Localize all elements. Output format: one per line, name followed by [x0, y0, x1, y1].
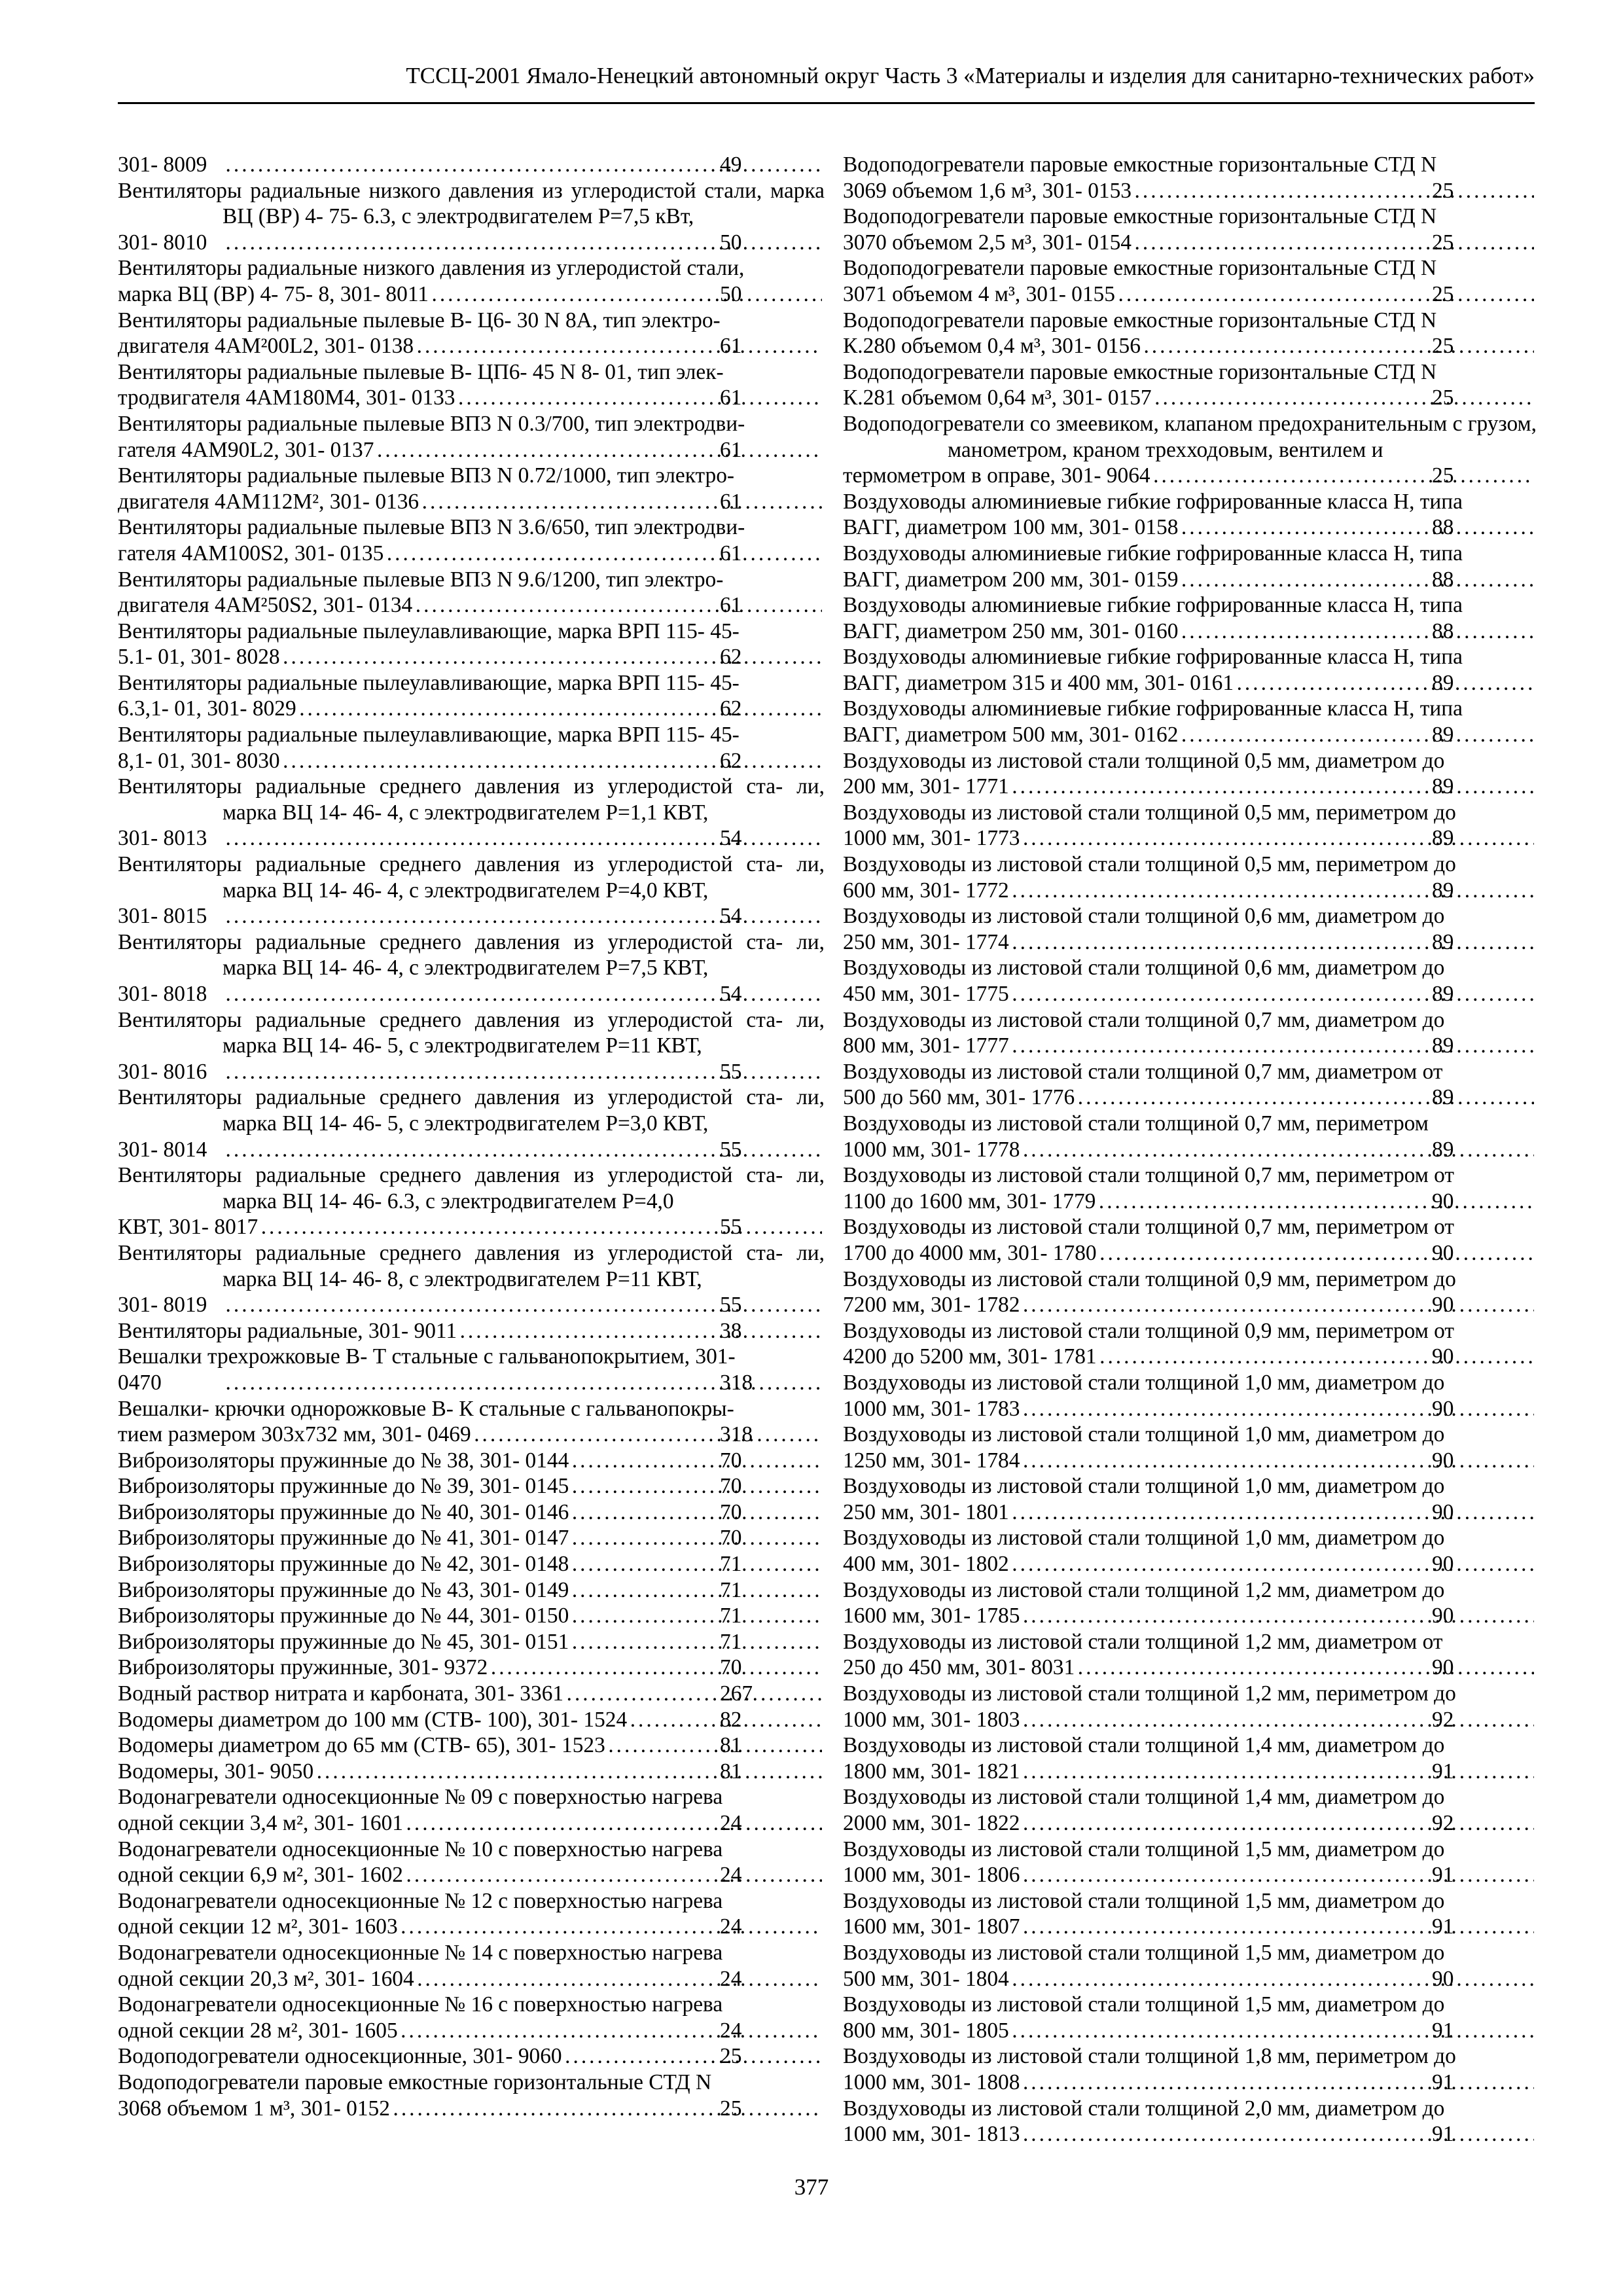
entry-code: 1000 мм, 301- 1783	[843, 1396, 1020, 1421]
entry-code: 1000 мм, 301- 1808	[843, 2070, 1020, 2094]
entry-text: Водоподогреватели со змеевиком, клапаном предохранительным с грузом, манометром, краном трехходовым, вентилем и	[843, 411, 1537, 462]
dot-leader	[299, 696, 822, 722]
index-entry: Воздуховоды из листовой стали толщиной 1,5 мм, диаметром до 800 мм, 301- 1805 ..... 91	[843, 1992, 1537, 2043]
entry-text: Вентиляторы радиальные пылевые В- ЦП6- 45 N 8- 01, тип элек-	[118, 359, 724, 384]
dot-leader	[571, 1577, 822, 1604]
index-entry: Воздуховоды из листовой стали толщиной 0,6 мм, диаметром до 450 мм, 301- 1775 ..... 89	[843, 955, 1537, 1007]
dot-leader	[1154, 385, 1534, 411]
dot-leader	[457, 385, 822, 411]
index-entry: Воздуховоды из листовой стали толщиной 1,8 мм, периметром до 1000 мм, 301- 1808 ..... 91	[843, 2043, 1537, 2095]
index-entry: Воздуховоды из листовой стали толщиной 0,5 мм, периметром до 1000 мм, 301- 1773 ..... 89	[843, 800, 1537, 852]
dot-leader	[571, 1448, 822, 1474]
index-entry: Вентиляторы радиальные среднего давления из углеродистой ста- ли, марка ВЦ 14- 46- 4, с электродвигателем Р=7,5 КВТ, 301- 8018 ..... 54	[118, 929, 825, 1007]
dot-leader	[421, 489, 822, 515]
dot-leader	[1022, 1759, 1534, 1785]
running-header: ТССЦ-2001 Ямало-Ненецкий автономный округ Часть 3 «Материалы и изделия для санитарно-технических работ»	[406, 63, 1535, 88]
entry-code: 200 мм, 301- 1771	[843, 774, 1009, 799]
entry-text: Водонагреватели односекционные № 10 с поверхностью нагрева	[118, 1837, 723, 1861]
dot-leader	[608, 1732, 822, 1759]
dot-leader	[1118, 281, 1534, 308]
entry-code: 3071 объемом 4 м³, 301- 0155	[843, 281, 1115, 306]
entry-code: 3068 объемом 1 м³, 301- 0152	[118, 2096, 390, 2121]
dot-leader	[490, 1655, 822, 1681]
index-entry: Воздуховоды из листовой стали толщиной 1,0 мм, диаметром до 400 мм, 301- 1802 ..... 90	[843, 1525, 1537, 1577]
entry-code: Виброизоляторы пружинные до № 43, 301- 0149	[118, 1577, 569, 1602]
entry-code: Виброизоляторы пружинные до № 39, 301- 0145	[118, 1474, 569, 1499]
index-entry: Виброизоляторы пружинные до № 44, 301- 0150 ..... 71	[118, 1603, 825, 1629]
dot-leader	[1181, 722, 1534, 748]
entry-code: Виброизоляторы пружинные, 301- 9372	[118, 1655, 488, 1680]
index-entry: Водонагреватели односекционные № 09 с поверхностью нагрева одной секции 3,4 м², 301- 1601 ..... 24	[118, 1784, 825, 1836]
dot-leader	[1012, 929, 1534, 956]
index-entry: Виброизоляторы пружинные до № 39, 301- 0145 ..... 70	[118, 1473, 825, 1499]
entry-text: Воздуховоды из листовой стали толщиной 1,0 мм, диаметром до	[843, 1474, 1445, 1499]
entry-code: тродвигателя 4АМ180М4, 301- 0133	[118, 386, 455, 410]
entry-text: Вентиляторы радиальные низкого давления из углеродистой стали, марка ВЦ (ВР) 4- 75- 6.3, с электродвигателем Р=7,5 кВт,	[118, 178, 825, 229]
index-entry: Воздуховоды из листовой стали толщиной 0,7 мм, периметром от 1100 до 1600 мм, 301- 1779 ..... 90	[843, 1162, 1537, 1214]
entry-code: 400 мм, 301- 1802	[843, 1552, 1009, 1577]
entry-code: Виброизоляторы пружинные до № 44, 301- 0150	[118, 1604, 569, 1628]
dot-leader	[1022, 1137, 1534, 1163]
entry-code: К.281 объемом 0,64 м³, 301- 0157	[843, 386, 1152, 410]
entry-code: 1000 мм, 301- 1803	[843, 1707, 1020, 1732]
dot-leader	[459, 1318, 822, 1344]
entry-code: 5.1- 01, 301- 8028	[118, 645, 280, 670]
entry-text: Вентиляторы радиальные пылеулавливающие, марка ВРП 115- 45-	[118, 619, 740, 643]
index-entry: Водоподогреватели паровые емкостные горизонтальные СТД N К.281 объемом 0,64 м³, 301- 0157 ..... 25	[843, 359, 1537, 411]
entry-code: ВАГГ, диаметром 200 мм, 301- 0159	[843, 567, 1179, 592]
index-entry: Водонагреватели односекционные № 14 с поверхностью нагрева одной секции 20,3 м², 301- 1604 ..... 24	[118, 1940, 825, 1992]
entry-text: Воздуховоды из листовой стали толщиной 0,7 мм, диаметром от	[843, 1059, 1443, 1084]
dot-leader	[1098, 1189, 1534, 1215]
entry-text: Воздуховоды из листовой стали толщиной 1,8 мм, периметром до	[843, 2044, 1456, 2069]
entry-text: Водонагреватели односекционные № 16 с поверхностью нагрева	[118, 1992, 723, 2017]
entry-code: одной секции 20,3 м², 301- 1604	[118, 1966, 414, 1991]
dot-leader	[1012, 981, 1534, 1007]
index-entry: Водоподогреватели паровые емкостные горизонтальные СТД N 3069 объемом 1,6 м³, 301- 0153 ..... 25	[843, 152, 1537, 204]
entry-text: Воздуховоды из листовой стали толщиной 0,6 мм, диаметром до	[843, 956, 1445, 980]
entry-code: 250 мм, 301- 1774	[843, 929, 1009, 954]
index-entry: Вентиляторы радиальные среднего давления из углеродистой ста- ли, марка ВЦ 14- 46- 5, с электродвигателем Р=11 КВТ, 301- 8016 ..... 55	[118, 1007, 825, 1085]
dot-leader	[431, 281, 822, 308]
index-entry: Водоподогреватели паровые емкостные горизонтальные СТД N К.280 объемом 0,4 м³, 301- 0156 ..... 25	[843, 308, 1537, 359]
index-entry: Водоподогреватели паровые емкостные горизонтальные СТД N 3071 объемом 4 м³, 301- 0155 ..... 25	[843, 255, 1537, 307]
dot-leader	[571, 1499, 822, 1526]
entry-code: 7200 мм, 301- 1782	[843, 1293, 1020, 1318]
index-column-right	[843, 152, 1537, 2147]
entry-code: 1000 мм, 301- 1806	[843, 1863, 1020, 1888]
index-entry: Виброизоляторы пружинные, 301- 9372 ..... 70	[118, 1655, 825, 1681]
index-entry: Вентиляторы радиальные среднего давления из углеродистой ста- ли, марка ВЦ 14- 46- 4, с электродвигателем Р=4,0 КВТ, 301- 8015 ..... 54	[118, 852, 825, 929]
index-entry: Виброизоляторы пружинные до № 41, 301- 0147 ..... 70	[118, 1525, 825, 1551]
dot-leader	[571, 1525, 822, 1551]
index-entry: Вентиляторы радиальные пылевые В- ЦП6- 45 N 8- 01, тип элек- тродвигателя 4АМ180М4, 301- 0133 ..... 61	[118, 359, 825, 411]
dot-leader	[1143, 333, 1534, 359]
entry-text: Воздуховоды из листовой стали толщиной 1,5 мм, диаметром до	[843, 1837, 1445, 1861]
index-entry: Вешалки- крючки однорожковые В- К стальные с гальванопокры- тием размером 303х732 мм, 301- 0469 ..... 318	[118, 1396, 825, 1448]
dot-leader	[415, 592, 822, 619]
index-entry: Водный раствор нитрата и карбоната, 301- 3361 ..... 267	[118, 1681, 825, 1707]
entry-text: Вентиляторы радиальные среднего давления из углеродистой ста- ли, марка ВЦ 14- 46- 4, с электродвигателем Р=7,5 КВТ,	[118, 929, 825, 980]
index-entry: Воздуховоды из листовой стали толщиной 1,2 мм, диаметром от 250 до 450 мм, 301- 8031 ..... 90	[843, 1629, 1537, 1681]
entry-code: Виброизоляторы пружинные до № 38, 301- 0144	[118, 1448, 569, 1473]
entry-code: 1000 мм, 301- 1773	[843, 826, 1020, 851]
entry-text: Вентиляторы радиальные среднего давления из углеродистой ста- ли, марка ВЦ 14- 46- 6.3, с электродвигателем Р=4,0	[118, 1163, 825, 1213]
index-entry: Вентиляторы радиальные среднего давления из углеродистой ста- ли, марка ВЦ 14- 46- 4, с электродвигателем Р=1,1 КВТ, 301- 8013 ..... 54	[118, 774, 825, 852]
index-entry: Вентиляторы радиальные низкого давления из углеродистой стали, марка ВЦ (ВР) 4- 75- 8, 301- 8011 ..... 50	[118, 255, 825, 307]
entry-code: 3070 объемом 2,5 м³, 301- 0154	[843, 230, 1132, 255]
entry-code: гателя 4АМ90L2, 301- 0137	[118, 437, 374, 462]
entry-code: 800 мм, 301- 1805	[843, 2018, 1009, 2043]
dot-leader	[417, 1966, 822, 1992]
entry-code: 3069 объемом 1,6 м³, 301- 0153	[843, 178, 1132, 203]
entry-text: Вентиляторы радиальные пылеулавливающие, марка ВРП 115- 45-	[118, 723, 740, 747]
index-entry: Воздуховоды из листовой стали толщиной 1,5 мм, диаметром до 1600 мм, 301- 1807 ..... 91	[843, 1888, 1537, 1940]
entry-text: Вентиляторы радиальные пылевые ВП3 N 9.6/1200, тип электро-	[118, 567, 724, 592]
entry-code: 1100 до 1600 мм, 301- 1779	[843, 1189, 1096, 1213]
index-entry: Воздуховоды из листовой стали толщиной 0,9 мм, периметром до 7200 мм, 301- 1782 ..... 90	[843, 1266, 1537, 1318]
entry-code: Виброизоляторы пружинные до № 41, 301- 0147	[118, 1526, 569, 1551]
entry-text: Воздуховоды из листовой стали толщиной 1,0 мм, диаметром до	[843, 1422, 1445, 1447]
entry-text: Воздуховоды из листовой стали толщиной 1,2 мм, диаметром от	[843, 1629, 1443, 1654]
entry-text: Воздуховоды из листовой стали толщиной 1,5 мм, диаметром до	[843, 1992, 1445, 2017]
index-entry: Виброизоляторы пружинные до № 38, 301- 0144 ..... 70	[118, 1448, 825, 1474]
index-entry: Виброизоляторы пружинные до № 42, 301- 0148 ..... 71	[118, 1551, 825, 1577]
dot-leader	[1022, 1396, 1534, 1422]
entry-text: Водоподогреватели паровые емкостные горизонтальные СТД N	[843, 152, 1437, 177]
dot-leader	[1134, 230, 1534, 256]
dot-leader	[1022, 1810, 1534, 1837]
dot-leader	[1022, 1292, 1534, 1318]
dot-leader	[1022, 825, 1534, 852]
dot-leader	[1077, 1085, 1534, 1111]
index-entry: Водомеры диаметром до 100 мм (СТВ- 100), 301- 1524 ..... 82	[118, 1707, 825, 1733]
dot-leader	[571, 1551, 822, 1577]
dot-leader	[1022, 1707, 1534, 1733]
dot-leader	[1012, 1033, 1534, 1059]
dot-leader	[474, 1422, 822, 1448]
entry-text: Вентиляторы радиальные пылевые ВП3 N 3.6/650, тип электродви-	[118, 515, 745, 540]
entry-text: Воздуховоды алюминиевые гибкие гофрированные класса Н, типа	[843, 696, 1463, 721]
index-entry: Воздуховоды из листовой стали толщиной 0,6 мм, диаметром до 250 мм, 301- 1774 ..... 89	[843, 903, 1537, 955]
entry-code: одной секции 3,4 м², 301- 1601	[118, 1811, 403, 1835]
entry-text: Вентиляторы радиальные среднего давления из углеродистой ста- ли, марка ВЦ 14- 46- 4, с электродвигателем Р=4,0 КВТ,	[118, 852, 825, 903]
dot-leader	[316, 1759, 822, 1785]
index-entry: Воздуховоды из листовой стали толщиной 1,0 мм, диаметром до 1250 мм, 301- 1784 ..... 90	[843, 1422, 1537, 1473]
index-entry: Виброизоляторы пружинные до № 45, 301- 0151 ..... 71	[118, 1629, 825, 1655]
dot-leader	[1012, 878, 1534, 904]
entry-text: Воздуховоды из листовой стали толщиной 0,9 мм, периметром до	[843, 1266, 1456, 1291]
index-entry: Вентиляторы радиальные пылеулавливающие, марка ВРП 115- 45- 5.1- 01, 301- 8028 ..... 62	[118, 619, 825, 670]
entry-text: Воздуховоды из листовой стали толщиной 0,5 мм, периметром до	[843, 852, 1456, 877]
entry-text: Воздуховоды из листовой стали толщиной 1,4 мм, диаметром до	[843, 1733, 1445, 1758]
index-entry: Вентиляторы радиальные пылевые ВП3 N 3.6/650, тип электродви- гателя 4АМ100S2, 301- 0135 ..... 61	[118, 514, 825, 566]
entry-code: ВАГГ, диаметром 315 и 400 мм, 301- 0161	[843, 670, 1234, 695]
index-entry: Воздуховоды алюминиевые гибкие гофрированные класса Н, типа ВАГГ, диаметром 315 и 400 мм, 301- 0161 ..... 89	[843, 644, 1537, 696]
entry-text: Вешалки трехрожковые В- Т стальные с гальванопокрытием, 301-	[118, 1344, 736, 1369]
dot-leader	[1022, 1603, 1534, 1629]
index-entry: Вентиляторы радиальные пылевые ВП3 N 0.3/700, тип электродви- гателя 4АМ90L2, 301- 0137 ..... 61	[118, 411, 825, 463]
entry-code: тием размером 303х732 мм, 301- 0469	[118, 1422, 471, 1447]
index-entry: Вентиляторы радиальные низкого давления из углеродистой стали, марка ВЦ (ВР) 4- 75- 6.3, с электродвигателем Р=7,5 кВт, 301- 8010 ..... 50	[118, 178, 825, 256]
entry-code: Виброизоляторы пружинные до № 45, 301- 0151	[118, 1629, 569, 1654]
entry-code: гателя 4АМ100S2, 301- 0135	[118, 541, 384, 565]
index-entry: Воздуховоды из листовой стали толщиной 2,0 мм, диаметром до 1000 мм, 301- 1813 ..... 91	[843, 2096, 1537, 2147]
index-entry: Воздуховоды из листовой стали толщиной 0,5 мм, диаметром до 200 мм, 301- 1771 ..... 89	[843, 748, 1537, 800]
dot-leader	[401, 1914, 822, 1940]
index-entry: Водоподогреватели со змеевиком, клапаном предохранительным с грузом, манометром, краном трехходовым, вентилем и термометром в оправе, 301- 9064 ..... 25	[843, 411, 1537, 489]
entry-text: Воздуховоды алюминиевые гибкие гофрированные класса Н, типа	[843, 593, 1463, 618]
entry-code: Водный раствор нитрата и карбоната, 301- 3361	[118, 1681, 564, 1706]
entry-text: Воздуховоды из листовой стали толщиной 0,7 мм, периметром	[843, 1111, 1429, 1136]
index-entry: Водонагреватели односекционные № 16 с поверхностью нагрева одной секции 28 м², 301- 1605 ..... 24	[118, 1992, 825, 2043]
dot-leader	[1134, 178, 1534, 204]
entry-code: 1700 до 4000 мм, 301- 1780	[843, 1240, 1097, 1265]
index-entry: Воздуховоды из листовой стали толщиной 1,5 мм, диаметром до 500 мм, 301- 1804 ..... 90	[843, 1940, 1537, 1992]
entry-code: 1000 мм, 301- 1778	[843, 1137, 1020, 1162]
index-entry: Воздуховоды из листовой стали толщиной 0,7 мм, диаметром до 800 мм, 301- 1777 ..... 89	[843, 1007, 1537, 1059]
index-entry: Виброизоляторы пружинные до № 43, 301- 0149 ..... 71	[118, 1577, 825, 1604]
index-entry: Воздуховоды алюминиевые гибкие гофрированные класса Н, типа ВАГГ, диаметром 100 мм, 301- 0158 ..... 88	[843, 489, 1537, 541]
dot-leader	[1012, 1966, 1534, 1992]
entry-code: ВАГГ, диаметром 500 мм, 301- 0162	[843, 723, 1179, 747]
dot-leader	[393, 2096, 822, 2122]
entry-code: 250 до 450 мм, 301- 8031	[843, 1655, 1075, 1680]
index-entry: Вентиляторы радиальные среднего давления из углеродистой ста- ли, марка ВЦ 14- 46- 6.3, с электродвигателем Р=4,0 КВТ, 301- 8017 ..... 55	[118, 1162, 825, 1240]
dot-leader	[571, 1473, 822, 1499]
index-entry: Водомеры, 301- 9050 ..... 81	[118, 1759, 825, 1785]
index-entry: Водоподогреватели односекционные, 301- 9060 ..... 25	[118, 2043, 825, 2070]
index-entry: Воздуховоды из листовой стали толщиной 1,0 мм, диаметром до 250 мм, 301- 1801 ..... 90	[843, 1473, 1537, 1525]
dot-leader	[571, 1603, 822, 1629]
index-entry: Вентиляторы радиальные пылеулавливающие, марка ВРП 115- 45- 6.3,1- 01, 301- 8029 ..... 62	[118, 670, 825, 722]
index-entry: Виброизоляторы пружинные до № 40, 301- 0146 ..... 70	[118, 1499, 825, 1526]
index-column-left	[118, 152, 825, 2121]
index-entry: Вентиляторы радиальные пылевые ВП3 N 0.72/1000, тип электро- двигателя 4АМ112М², 301- 0136 ..... 61	[118, 463, 825, 514]
dot-leader	[1099, 1240, 1534, 1266]
entry-code: 2000 мм, 301- 1822	[843, 1811, 1020, 1835]
entry-code: К.280 объемом 0,4 м³, 301- 0156	[843, 334, 1141, 359]
entry-code: Вентиляторы радиальные, 301- 9011	[118, 1318, 457, 1343]
index-entry: Водонагреватели односекционные № 10 с поверхностью нагрева одной секции 6,9 м², 301- 1602 ..... 24	[118, 1837, 825, 1888]
index-entry: Воздуховоды из листовой стали толщиной 1,2 мм, диаметром до 1600 мм, 301- 1785 ..... 90	[843, 1577, 1537, 1629]
dot-leader	[1153, 463, 1534, 489]
entry-code: одной секции 6,9 м², 301- 1602	[118, 1863, 403, 1888]
index-entry: Водомеры диаметром до 65 мм (СТВ- 65), 301- 1523 ..... 81	[118, 1732, 825, 1759]
entry-code: 6.3,1- 01, 301- 8029	[118, 696, 296, 721]
entry-text: Воздуховоды из листовой стали толщиной 1,4 мм, диаметром до	[843, 1785, 1445, 1810]
entry-text: Воздуховоды из листовой стали толщиной 0,9 мм, периметром от	[843, 1318, 1455, 1343]
entry-text: Водонагреватели односекционные № 12 с поверхностью нагрева	[118, 1888, 723, 1913]
entry-text: Воздуховоды из листовой стали толщиной 1,2 мм, периметром до	[843, 1681, 1456, 1706]
index-entry: Вентиляторы радиальные пылеулавливающие, марка ВРП 115- 45- 8,1- 01, 301- 8030 ..... 62	[118, 722, 825, 774]
entry-code: одной секции 28 м², 301- 1605	[118, 2018, 398, 2043]
entry-text: Воздуховоды из листовой стали толщиной 0,7 мм, периметром от	[843, 1215, 1455, 1240]
index-entry: Вентиляторы радиальные, 301- 9011 ..... 38	[118, 1318, 825, 1344]
index-entry: 301- 8009 ..... 49	[118, 152, 825, 178]
entry-code: двигателя 4АМ112М², 301- 0136	[118, 489, 419, 514]
header-rule	[118, 102, 1535, 104]
page-number: 377	[794, 2174, 829, 2200]
entry-text: Воздуховоды из листовой стали толщиной 1,0 мм, диаметром до	[843, 1370, 1445, 1395]
dot-leader	[1077, 1655, 1534, 1681]
index-entry: Воздуховоды из листовой стали толщиной 1,2 мм, периметром до 1000 мм, 301- 1803 ..... 92	[843, 1681, 1537, 1732]
entry-code: 1000 мм, 301- 1813	[843, 2122, 1020, 2147]
dot-leader	[1181, 619, 1534, 645]
dot-leader	[566, 1681, 822, 1707]
entry-text: Воздуховоды алюминиевые гибкие гофрированные класса Н, типа	[843, 541, 1463, 565]
index-entry: Воздуховоды из листовой стали толщиной 0,9 мм, периметром от 4200 до 5200 мм, 301- 1781 ..... 90	[843, 1318, 1537, 1370]
entry-code: 250 мм, 301- 1801	[843, 1499, 1009, 1524]
index-entry: Воздуховоды из листовой стали толщиной 1,0 мм, диаметром до 1000 мм, 301- 1783 ..... 90	[843, 1370, 1537, 1422]
dot-leader	[1012, 774, 1534, 800]
index-entry: Воздуховоды алюминиевые гибкие гофрированные класса Н, типа ВАГГ, диаметром 500 мм, 301- 0162 ..... 89	[843, 696, 1537, 747]
entry-text: Воздуховоды из листовой стали толщиной 1,5 мм, диаметром до	[843, 1888, 1445, 1913]
dot-leader	[386, 541, 822, 567]
index-entry: Вентиляторы радиальные среднего давления из углеродистой ста- ли, марка ВЦ 14- 46- 8, с электродвигателем Р=11 КВТ, 301- 8019 ..... 55	[118, 1240, 825, 1318]
dot-leader	[1181, 567, 1534, 593]
entry-code: 500 до 560 мм, 301- 1776	[843, 1085, 1075, 1110]
index-entry: Вентиляторы радиальные пылевые В- Ц6- 30 N 8А, тип электро- двигателя 4АМ²00L2, 301- 0138 ..... 61	[118, 308, 825, 359]
entry-code: Водомеры диаметром до 100 мм (СТВ- 100), 301- 1524	[118, 1707, 628, 1732]
dot-leader	[416, 333, 822, 359]
entry-text: Вентиляторы радиальные пылевые В- Ц6- 30 N 8А, тип электро-	[118, 308, 721, 332]
index-entry: Водоподогреватели паровые емкостные горизонтальные СТД N 3070 объемом 2,5 м³, 301- 0154 ..... 25	[843, 204, 1537, 255]
index-entry: Воздуховоды из листовой стали толщиной 0,7 мм, диаметром от 500 до 560 мм, 301- 1776 ..... 89	[843, 1059, 1537, 1111]
dot-leader	[1022, 1862, 1534, 1888]
dot-leader	[1022, 2121, 1534, 2147]
entry-text: Воздуховоды из листовой стали толщиной 1,0 мм, диаметром до	[843, 1526, 1445, 1551]
index-entry: Воздуховоды из листовой стали толщиной 1,4 мм, диаметром до 2000 мм, 301- 1822 ..... 92	[843, 1784, 1537, 1836]
dot-leader	[1181, 514, 1534, 541]
entry-text: Воздуховоды алюминиевые гибкие гофрированные класса Н, типа	[843, 489, 1463, 514]
index-entry: Вешалки трехрожковые В- Т стальные с гальванопокрытием, 301- 0470 ..... 318	[118, 1344, 825, 1395]
index-entry: Воздуховоды алюминиевые гибкие гофрированные класса Н, типа ВАГГ, диаметром 200 мм, 301- 0159 ..... 88	[843, 541, 1537, 592]
dot-leader	[565, 2043, 822, 2070]
entry-text: Вентиляторы радиальные пылеулавливающие, марка ВРП 115- 45-	[118, 670, 740, 695]
entry-text: Воздуховоды из листовой стали толщиной 2,0 мм, диаметром до	[843, 2096, 1445, 2121]
dot-leader	[571, 1629, 822, 1655]
entry-code: Виброизоляторы пружинные до № 40, 301- 0146	[118, 1499, 569, 1524]
entry-code: Водоподогреватели односекционные, 301- 9060	[118, 2044, 562, 2069]
entry-text: Водоподогреватели паровые емкостные горизонтальные СТД N	[843, 204, 1437, 229]
entry-code: термометром в оправе, 301- 9064	[843, 463, 1150, 488]
dot-leader	[1099, 1344, 1534, 1370]
entry-text: Вентиляторы радиальные среднего давления из углеродистой ста- ли, марка ВЦ 14- 46- 8, с электродвигателем Р=11 КВТ,	[118, 1240, 825, 1291]
entry-code: 500 мм, 301- 1804	[843, 1966, 1009, 1991]
entry-code: Виброизоляторы пружинные до № 42, 301- 0148	[118, 1552, 569, 1577]
entry-text: Водонагреватели односекционные № 09 с поверхностью нагрева	[118, 1785, 723, 1810]
entry-text: Воздуховоды из листовой стали толщиной 0,5 мм, периметром до	[843, 800, 1456, 825]
entry-code: 1250 мм, 301- 1784	[843, 1448, 1020, 1473]
entry-code: Водомеры диаметром до 65 мм (СТВ- 65), 301- 1523	[118, 1733, 605, 1758]
entry-text: Воздуховоды алюминиевые гибкие гофрированные класса Н, типа	[843, 645, 1463, 670]
entry-text: Воздуховоды из листовой стали толщиной 0,7 мм, диаметром до	[843, 1007, 1445, 1032]
index-entry: Воздуховоды из листовой стали толщиной 0,7 мм, периметром от 1700 до 4000 мм, 301- 1780 ..... 90	[843, 1214, 1537, 1266]
entry-text: Вентиляторы радиальные пылевые ВП3 N 0.3/700, тип электродви-	[118, 411, 745, 436]
entry-code: 4200 до 5200 мм, 301- 1781	[843, 1344, 1097, 1369]
entry-text: Вентиляторы радиальные низкого давления из углеродистой стали,	[118, 256, 745, 281]
dot-leader	[1022, 2070, 1534, 2096]
entry-code: Водомеры, 301- 9050	[118, 1759, 314, 1784]
entry-code: 450 мм, 301- 1775	[843, 982, 1009, 1006]
entry-text: Воздуховоды из листовой стали толщиной 0,7 мм, периметром от	[843, 1163, 1455, 1188]
entry-text: Вентиляторы радиальные среднего давления из углеродистой ста- ли, марка ВЦ 14- 46- 5, с электродвигателем Р=11 КВТ,	[118, 1007, 825, 1058]
index-entry: Воздуховоды из листовой стали толщиной 1,4 мм, диаметром до 1800 мм, 301- 1821 ..... 91	[843, 1732, 1537, 1784]
entry-code: двигателя 4АМ²00L2, 301- 0138	[118, 334, 414, 359]
entry-code: 800 мм, 301- 1777	[843, 1033, 1009, 1058]
entry-text: Водоподогреватели паровые емкостные горизонтальные СТД N	[843, 308, 1437, 332]
entry-code: 600 мм, 301- 1772	[843, 878, 1009, 903]
dot-leader	[1236, 670, 1534, 696]
index-entry: Воздуховоды из листовой стали толщиной 0,7 мм, периметром 1000 мм, 301- 1778 ..... 89	[843, 1111, 1537, 1162]
dot-leader	[1022, 1448, 1534, 1474]
entry-text: Водоподогреватели паровые емкостные горизонтальные СТД N	[843, 256, 1437, 281]
entry-code: ВАГГ, диаметром 250 мм, 301- 0160	[843, 619, 1179, 643]
index-entry: Вентиляторы радиальные среднего давления из углеродистой ста- ли, марка ВЦ 14- 46- 5, с электродвигателем Р=3,0 КВТ, 301- 8014 ..... 55	[118, 1085, 825, 1162]
entry-code: 1600 мм, 301- 1807	[843, 1914, 1020, 1939]
dot-leader	[406, 1862, 822, 1888]
entry-code: 8,1- 01, 301- 8030	[118, 748, 280, 773]
entry-code: 1600 мм, 301- 1785	[843, 1604, 1020, 1628]
entry-code: одной секции 12 м², 301- 1603	[118, 1914, 398, 1939]
entry-code: двигателя 4АМ²50S2, 301- 0134	[118, 593, 413, 618]
index-entry: Водонагреватели односекционные № 12 с поверхностью нагрева одной секции 12 м², 301- 1603 ..... 24	[118, 1888, 825, 1940]
entry-text: Водонагреватели односекционные № 14 с поверхностью нагрева	[118, 1940, 723, 1965]
dot-leader	[406, 1810, 822, 1837]
entry-text: Водоподогреватели паровые емкостные горизонтальные СТД N	[843, 359, 1437, 384]
entry-text: Воздуховоды из листовой стали толщиной 1,5 мм, диаметром до	[843, 1940, 1445, 1965]
dot-leader	[376, 437, 822, 463]
entry-text: Водоподогреватели паровые емкостные горизонтальные СТД N	[118, 2070, 712, 2094]
entry-text: Вешалки- крючки однорожковые В- К стальные с гальванопокры-	[118, 1396, 734, 1421]
index-entry: Воздуховоды из листовой стали толщиной 0,5 мм, периметром до 600 мм, 301- 1772 ..... 89	[843, 852, 1537, 903]
entry-code: марка ВЦ (ВР) 4- 75- 8, 301- 8011	[118, 281, 429, 306]
dot-leader	[1012, 2018, 1534, 2044]
index-entry: Воздуховоды из листовой стали толщиной 1,5 мм, диаметром до 1000 мм, 301- 1806 ..... 91	[843, 1837, 1537, 1888]
entry-text: Вентиляторы радиальные среднего давления из углеродистой ста- ли, марка ВЦ 14- 46- 4, с электродвигателем Р=1,1 КВТ,	[118, 774, 825, 825]
entry-code: 1800 мм, 301- 1821	[843, 1759, 1020, 1784]
entry-text: Вентиляторы радиальные пылевые ВП3 N 0.72/1000, тип электро-	[118, 463, 735, 488]
dot-leader	[1012, 1551, 1534, 1577]
dot-leader	[1012, 1499, 1534, 1526]
entry-text: Воздуховоды из листовой стали толщиной 0,5 мм, диаметром до	[843, 748, 1445, 773]
index-entry: Воздуховоды алюминиевые гибкие гофрированные класса Н, типа ВАГГ, диаметром 250 мм, 301- 0160 ..... 88	[843, 592, 1537, 644]
entry-text: Вентиляторы радиальные среднего давления из углеродистой ста- ли, марка ВЦ 14- 46- 5, с электродвигателем Р=3,0 КВТ,	[118, 1085, 825, 1136]
entry-text: Воздуховоды из листовой стали толщиной 1,2 мм, диаметром до	[843, 1577, 1445, 1602]
dot-leader	[401, 2018, 822, 2044]
entry-text: Воздуховоды из листовой стали толщиной 0,6 мм, диаметром до	[843, 904, 1445, 929]
index-entry: Водоподогреватели паровые емкостные горизонтальные СТД N 3068 объемом 1 м³, 301- 0152 ..... 25	[118, 2070, 825, 2121]
entry-code: КВТ, 301- 8017	[118, 1215, 259, 1240]
index-entry: Вентиляторы радиальные пылевые ВП3 N 9.6/1200, тип электро- двигателя 4АМ²50S2, 301- 0134 ..... 61	[118, 567, 825, 619]
dot-leader	[1022, 1914, 1534, 1940]
entry-code: ВАГГ, диаметром 100 мм, 301- 0158	[843, 515, 1179, 540]
